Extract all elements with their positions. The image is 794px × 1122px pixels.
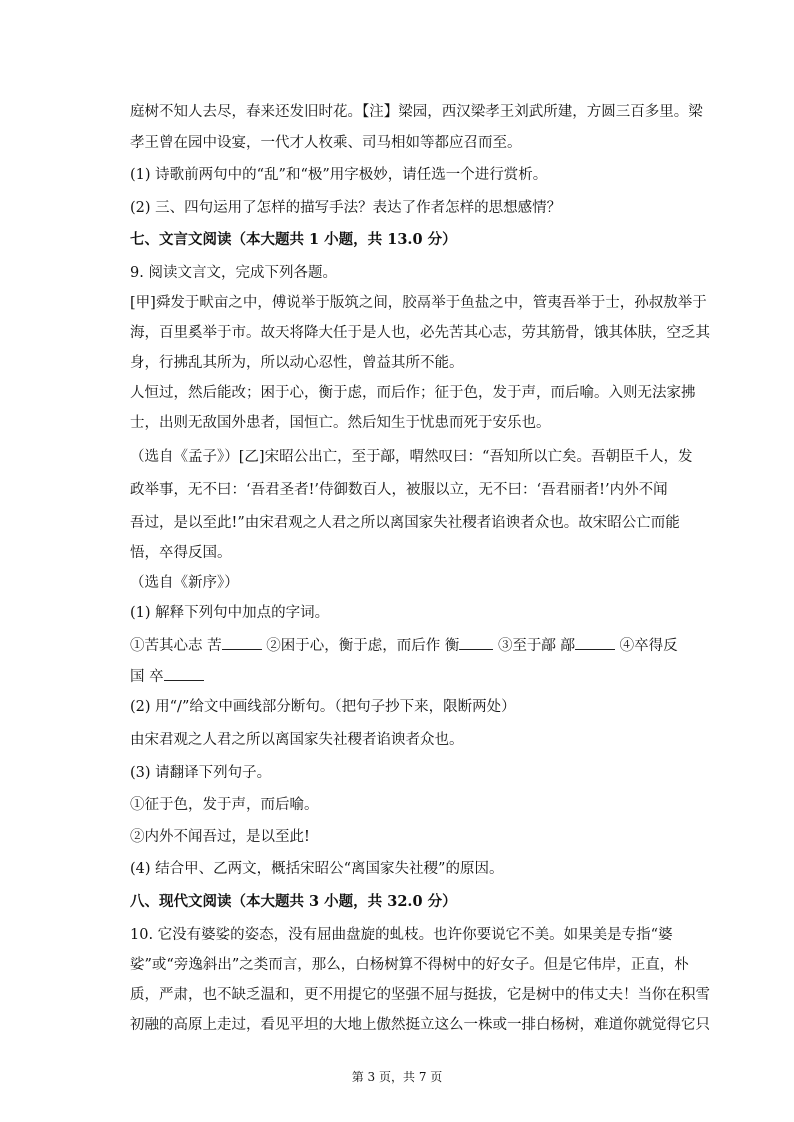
- q9-passage-line-8: 吾过，是以至此!”由宋君观之人君之所以离国家失社稷者谄谀者众也。故宋昭公亡而能: [130, 515, 680, 531]
- answer-blank-1[interactable]: [222, 635, 262, 650]
- q9-passage-line-7: 政举事，无不曰：‘吾君圣者!’侍御数百人，被服以立，无不曰：‘吾君丽者!’内外不闻: [130, 482, 668, 498]
- q9-source: （选自《新序》）: [130, 575, 239, 591]
- q9-passage-line-1: [甲]舜发于畎亩之中，傅说举于版筑之间，胶鬲举于鱼盐之中，管夷吾举于士，孙叔敖举于: [130, 295, 707, 311]
- q9-passage-line-3: 身，行拂乱其所为，所以动心忍性，曾益其所不能。: [130, 355, 464, 371]
- sub1-item-d: ④卒得反: [619, 638, 678, 654]
- q10-line-4: 初融的高原上走过，看见平坦的大地上傲然挺立这么一株或一排白杨树，难道你就觉得它只: [130, 1017, 710, 1033]
- q10-line-2: 娑”或“旁逸斜出”之类而言，那么，白杨树算不得树中的好女子。但是它伟岸，正直，朴: [130, 957, 689, 973]
- q9-passage-line-9: 悟，卒得反国。: [130, 545, 232, 561]
- q9-passage-line-5: 士，出则无敌国外患者，国恒亡。然后知生于忧患而死于安乐也。: [130, 415, 551, 431]
- sub1-item-e: 国 卒: [130, 669, 164, 685]
- answer-blank-2[interactable]: [459, 635, 493, 650]
- poem-tail-line-1: 庭树不知人去尽，春来还发旧时花。【注】梁园，西汉梁孝王刘武所建，方圆三百多里。梁: [130, 104, 703, 120]
- q9-sub-1: (1) 解释下列句中加点的字词。: [130, 605, 330, 621]
- q9-passage-line-4: 人恒过，然后能改；困于心，衡于虑，而后作；征于色，发于声，而后喻。入则无法家拂: [130, 385, 696, 401]
- sub1-item-b: ②困于心，衡于虑，而后作 衡: [266, 638, 460, 654]
- q9-sub-3-b: ②内外不闻吾过，是以至此!: [130, 829, 310, 845]
- poem-question-2: (2) 三、四句运用了怎样的描写手法？表达了作者怎样的思想感情？: [130, 200, 562, 216]
- q9-sub-2: (2) 用“/”给文中画线部分断句。（把句子抄下来，限断两处）: [130, 699, 516, 715]
- sub1-item-a: ①苦其心志 苦: [130, 638, 222, 654]
- poem-tail-line-2: 孝王曾在园中设宴，一代才人枚乘、司马相如等都应召而至。: [130, 135, 522, 151]
- q9-sub-1-items: [130, 635, 678, 656]
- q9-sub-1-items-cont: [130, 666, 204, 687]
- answer-blank-4[interactable]: [164, 666, 204, 681]
- poem-question-1: (1) 诗歌前两句中的“乱”和“极”用字极妙，请任选一个进行赏析。: [130, 167, 548, 183]
- q9-passage-line-2: 海，百里奚举于市。故天将降大任于是人也，必先苦其心志，劳其筋骨，饿其体肤，空乏其: [130, 325, 710, 341]
- section-7-heading: 七、文言文阅读（本大题共 1 小题，共 13.0 分）: [130, 231, 457, 248]
- q9-sub-2-text: 由宋君观之人君之所以离国家失社稷者谄谀者众也。: [130, 732, 464, 748]
- q9-intro: 9. 阅读文言文，完成下列各题。: [130, 265, 337, 281]
- q10-line-1: 10. 它没有婆娑的姿态，没有屈曲盘旋的虬枝。也许你要说它不美。如果美是专指“婆: [130, 927, 673, 943]
- q9-sub-3: (3) 请翻译下列句子。: [130, 765, 272, 781]
- q9-sub-4: (4) 结合甲、乙两文，概括宋昭公“离国家失社稷”的原因。: [130, 861, 504, 877]
- answer-blank-3[interactable]: [575, 635, 615, 650]
- q9-sub-3-a: ①征于色，发于声，而后喻。: [130, 797, 319, 813]
- page-footer: 第 3 页，共 7 页: [351, 1070, 443, 1084]
- q9-passage-line-6: （选自《孟子》）[乙]宋昭公出亡，至于鄗，喟然叹曰：“吾知所以亡矣。吾朝臣千人，发: [130, 449, 693, 465]
- sub1-item-c: ③至于鄗 鄗: [497, 638, 576, 654]
- section-8-heading: 八、现代文阅读（本大题共 3 小题，共 32.0 分）: [130, 893, 457, 910]
- q10-line-3: 质，严肃，也不缺乏温和，更不用提它的坚强不屈与挺拔，它是树中的伟丈夫！当你在积雪: [130, 987, 710, 1003]
